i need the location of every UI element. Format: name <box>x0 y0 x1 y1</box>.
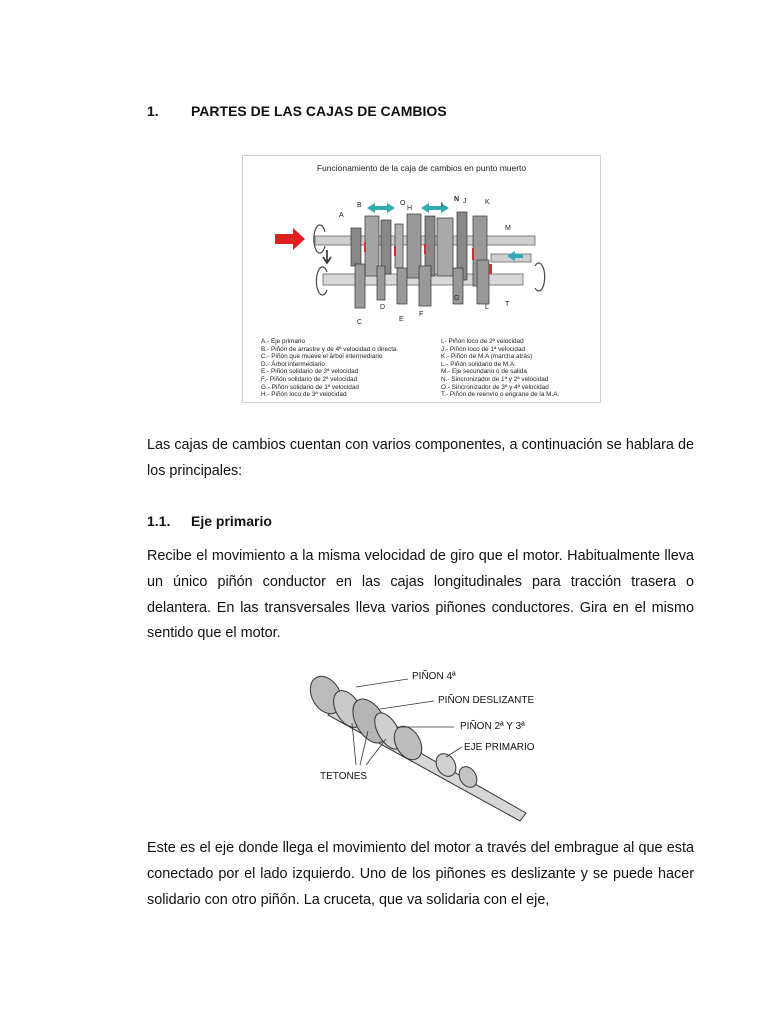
label-n: N <box>454 196 460 203</box>
subsection-heading <box>147 513 272 529</box>
input-arrow-icon <box>275 228 305 250</box>
legend-item: B.- Piñón de arrastre y de 4ª velocidad o directa <box>261 345 397 353</box>
label-t: T <box>505 301 510 308</box>
legend-item: A.- Eje primario <box>261 338 306 345</box>
label-e: E <box>399 316 404 323</box>
label-g: G <box>454 295 460 302</box>
legend-item: I.- Piñón loco de 2ª velocidad <box>441 338 524 345</box>
gearbox-diagram-figure <box>242 155 601 403</box>
down-arrow-icon <box>323 250 331 263</box>
label-pinon-4: PIÑON 4ª <box>412 671 456 682</box>
label-h: H <box>407 205 413 212</box>
label-pinon-2-3: PIÑON 2ª Y 3ª <box>460 721 525 732</box>
label-eje-primario: EJE PRIMARIO <box>464 742 535 753</box>
paragraph-eje-description: Este es el eje donde llega el movimiento del motor a través del embrague al que esta conectado por el lado izquierdo. Uno de los piñones es deslizante y se puede hacer solidario con otro piñón. La cruceta, que va solidaria con el eje, <box>147 840 694 908</box>
legend-item: J.- Piñón loco de 1ª velocidad <box>441 345 526 353</box>
legend-item: N.- Sincronizador de 1ª y 2ª velocidad <box>441 375 549 383</box>
diagram-title: Funcionamiento de la caja de cambios en punto muerto <box>316 163 527 173</box>
legend-item: T.- Piñón de reenvío o engrane de la M.A. <box>441 391 560 399</box>
legend-item: C.- Piñón que mueve el árbol intermediario <box>261 353 383 361</box>
label-l: L <box>485 304 489 311</box>
legend-left <box>261 338 446 399</box>
legend-item: E.- Piñón solidario de 3ª velocidad <box>261 368 359 376</box>
legend-item: D.- Árbol intermediario <box>261 360 325 368</box>
paragraph-intro: Las cajas de cambios cuentan con varios componentes, a continuación se hablara de los principales: <box>147 437 694 479</box>
section-heading <box>147 103 447 119</box>
paragraph-eje-primario: Recibe el movimiento a la misma velocidad de giro que el motor. Habitualmente lleva un único piñón conductor en las cajas longitudinales para tracción trasera o delantera. En las transversales lleva varios piñones conductores. Gira en el mismo sentido que el motor. <box>147 548 694 642</box>
label-j: J <box>463 198 467 205</box>
label-a: A <box>339 212 344 219</box>
label-f: F <box>419 311 424 318</box>
subsection-number: 1.1. <box>147 513 171 529</box>
rotation-arrow-right-icon <box>535 263 545 291</box>
section-title: PARTES DE LAS CAJAS DE CAMBIOS <box>191 103 447 119</box>
label-pinon-deslizante: PIÑON DESLIZANTE <box>438 695 535 706</box>
legend-right <box>441 338 597 399</box>
legend-item: H.- Piñón loco de 3ª velocidad <box>261 391 347 399</box>
label-i: I <box>441 202 443 209</box>
legend-item: K.- Piñón de M.A (marcha atrás) <box>441 353 533 361</box>
label-d: D <box>380 304 386 311</box>
label-m: M <box>505 225 511 232</box>
subsection-title: Eje primario <box>191 513 272 529</box>
legend-item: O.- Sincronizador de 3ª y 4ª velocidad <box>441 383 549 391</box>
label-b: B <box>357 202 362 209</box>
label-k: K <box>485 199 490 206</box>
label-tetones: TETONES <box>320 771 368 782</box>
legend-item: M.- Eje secundario o de salida <box>441 368 527 376</box>
label-o: O <box>400 200 406 207</box>
section-number: 1. <box>147 103 159 119</box>
legend-item: L.- Piñón solidario de M.A. <box>441 360 516 368</box>
legend-item: G.- Piñón solidario de 1ª velocidad <box>261 383 359 391</box>
legend-item: F.- Piñón solidario de 2ª velocidad <box>261 375 358 383</box>
primary-shaft-figure <box>296 665 556 823</box>
label-c: C <box>357 319 363 326</box>
